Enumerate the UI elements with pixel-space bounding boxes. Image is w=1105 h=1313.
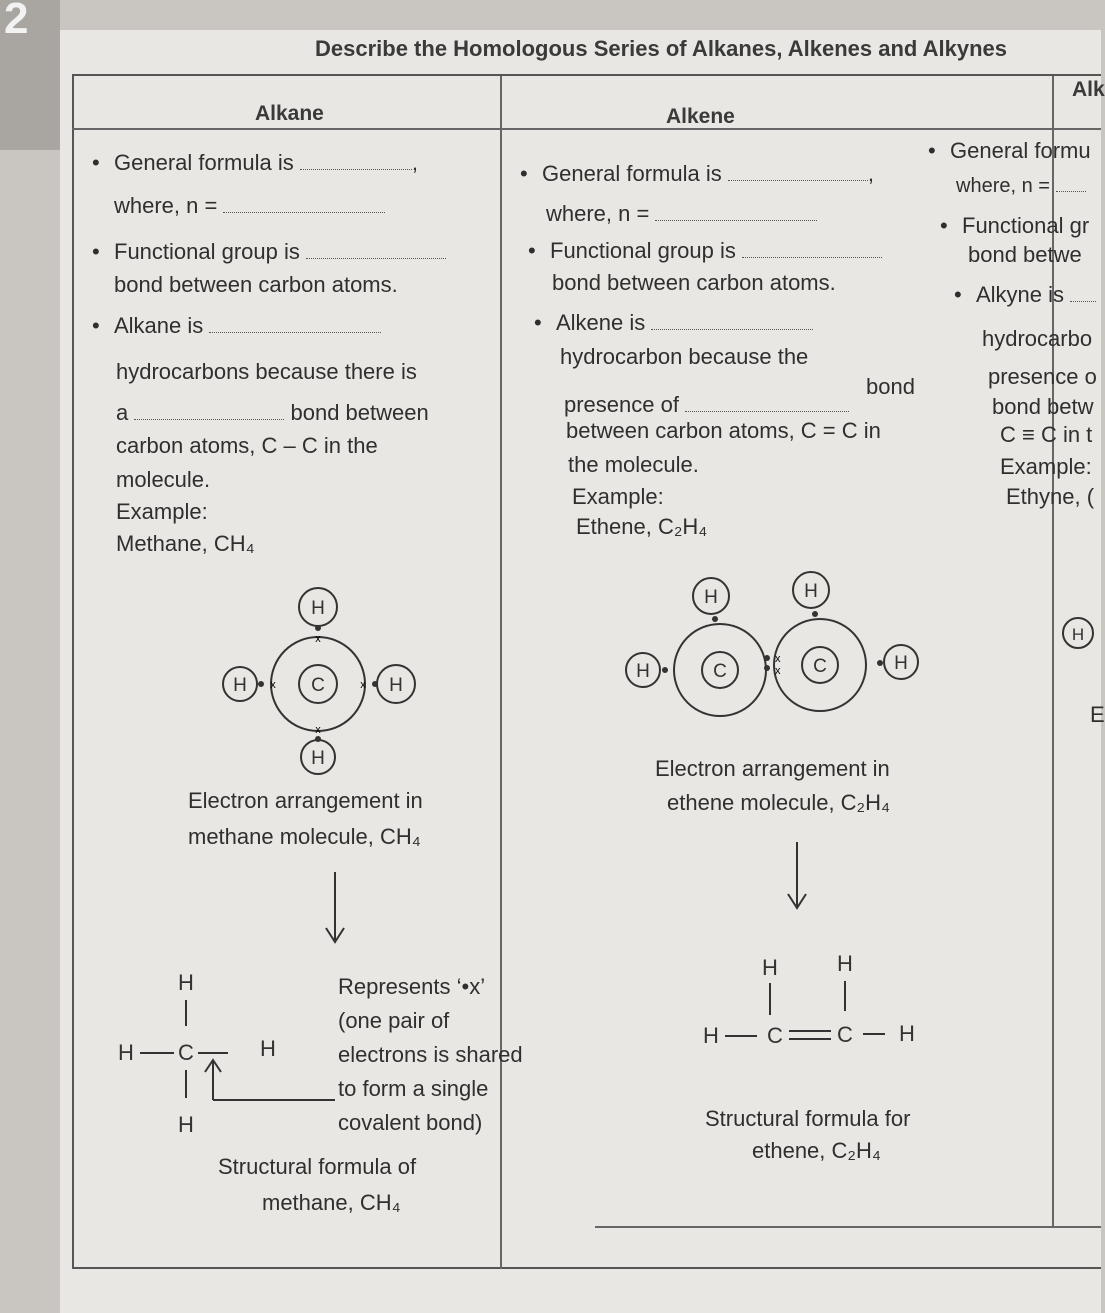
methane-structural-formula [110,960,350,1150]
ethene-structural-caption-2: ethene, C₂H₄ [752,1138,881,1163]
ethene-electron-diagram [615,570,935,750]
alkene-example: Example: [572,484,664,509]
svg-text:H: H [704,587,718,608]
down-arrow-icon [782,840,812,915]
header-divider [72,128,1101,130]
svg-text:H: H [899,1021,915,1046]
svg-text:H: H [1071,625,1085,644]
alkyne-presence: presence o [988,364,1097,389]
svg-text:H: H [762,955,778,980]
represents-line-2: (one pair of [338,1008,450,1033]
page-title: Describe the Homologous Series of Alkanes, Alkenes and Alkynes [315,36,1008,61]
svg-text:H: H [178,1112,194,1137]
alkane-hydrocarbons-because: hydrocarbons because there is [116,359,417,384]
svg-text:H: H [703,1023,719,1048]
alkyne-functional-group: • Functional gr [962,213,1089,239]
methane-structural-caption-2: methane, CH₄ [262,1190,401,1215]
alkane-carbon-atoms: carbon atoms, C – C in the [116,433,378,458]
alkyne-triple-bond: C ≡ C in t [1000,422,1093,447]
ethene-structural-caption-1: Structural formula for [705,1106,911,1131]
svg-text:H: H [311,598,325,619]
alkyne-example: Example: [1000,454,1092,479]
represents-line-5: covalent bond) [338,1110,483,1135]
svg-text:C: C [837,1022,853,1047]
alkane-is: • Alkane is [114,313,381,339]
svg-text:x: x [775,665,781,677]
methane-electron-diagram [215,580,435,775]
svg-text:H: H [636,661,650,682]
alkyne-where-n: where, n = [956,175,1086,198]
alkyne-hydrogen-atom [1060,615,1101,651]
alkane-bond-between: bond between carbon atoms. [114,272,398,297]
svg-text:x: x [360,679,366,691]
ethene-electron-caption-1: Electron arrangement in [655,756,890,781]
svg-text:x: x [315,633,321,645]
svg-text:H: H [118,1040,134,1065]
alkane-general-formula: • General formula is , [114,150,418,176]
svg-text:H: H [894,653,908,674]
alkane-where-n: where, n = [114,193,385,219]
svg-text:H: H [389,675,403,696]
methane-structural-caption-1: Structural formula of [218,1154,417,1179]
alkyne-bond-betw: bond betw [992,394,1094,419]
represents-line-4: to form a single [338,1076,489,1101]
svg-text:H: H [837,951,853,976]
represents-line-3: electrons is shared [338,1042,523,1067]
alkane-example: Example: [116,499,208,524]
svg-text:H: H [178,970,194,995]
svg-text:C: C [767,1023,783,1048]
represents-line-1: Represents ‘•x’ [338,974,486,999]
svg-text:x: x [270,679,276,691]
header-alkene: Alkene [666,105,735,128]
alkyne-is: • Alkyne is [976,282,1096,308]
header-alkyne: Alk [1072,78,1105,101]
alkane-molecule: molecule. [116,467,211,492]
svg-text:C: C [178,1040,194,1065]
svg-text:H: H [233,675,247,696]
alkyne-bond-between: bond betwe [968,242,1082,267]
column-divider-1 [500,76,502,1269]
methane-electron-caption-1: Electron arrangement in [188,788,423,813]
alkyne-partial-e: E [1090,702,1105,727]
alkene-ethene: Ethene, C₂H₄ [576,514,708,539]
alkene-is: • Alkene is [556,310,813,336]
header-alkane: Alkane [255,102,324,125]
alkene-between-carbon: between carbon atoms, C = C in [566,418,881,443]
svg-text:C: C [713,661,727,682]
alkene-bond-word: bond [866,374,915,399]
down-arrow-icon [320,870,350,950]
worksheet [60,30,1105,1313]
alkane-functional-group: • Functional group is [114,239,446,265]
alkene-hydrocarbon-because: hydrocarbon because the [560,344,809,369]
ethene-electron-caption-2: ethene molecule, C₂H₄ [667,790,890,815]
svg-text:C: C [311,675,325,696]
svg-text:x: x [315,724,321,736]
svg-text:H: H [311,748,325,769]
alkyne-ethyne: Ethyne, ( [1006,484,1095,509]
alkene-bond-between: bond between carbon atoms. [552,270,836,295]
svg-text:x: x [775,653,781,665]
alkane-methane: Methane, CH₄ [116,531,255,556]
alkene-functional-group: • Functional group is [550,238,882,264]
alkene-the-molecule: the molecule. [568,452,699,477]
alkene-bottom-line [595,1226,1101,1228]
alkane-a-bond: a bond between [116,400,429,425]
svg-text:H: H [804,581,818,602]
ethene-structural-formula [695,945,945,1055]
alkyne-hydrocarbo: hydrocarbo [982,326,1093,351]
alkyne-general-formula: • General formu [950,138,1091,164]
svg-text:H: H [260,1036,276,1061]
svg-text:C: C [813,656,827,677]
alkene-where-n: where, n = [546,201,817,227]
methane-electron-caption-2: methane molecule, CH₄ [188,824,421,849]
page-number: 2 [4,0,29,43]
alkene-general-formula: • General formula is , [542,161,874,187]
alkene-presence-of: presence of [564,392,849,418]
